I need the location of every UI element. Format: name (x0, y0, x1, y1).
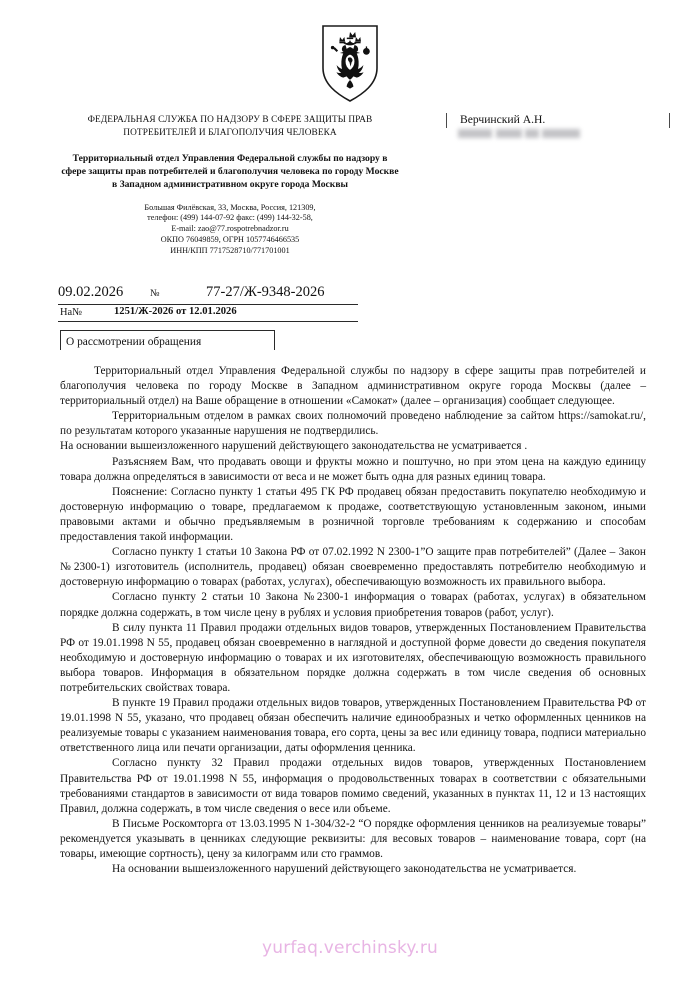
contact-phone: телефон: (499) 144-07-92 факс: (499) 144-32-58, (147, 213, 313, 223)
letter-body (60, 364, 646, 877)
russian-coat-of-arms-icon (319, 24, 381, 104)
department-name: Территориальный отдел Управления Федеральной службы по надзору в сфере защиты прав потребителей и благополучия человека по городу Москве в Западном административном округе города Москвы (61, 153, 399, 191)
redaction-blob (496, 129, 522, 138)
reference-incoming-line (58, 305, 358, 322)
redaction-blob (525, 129, 539, 138)
contact-inn-kpp: ИНН/КПП 7717528710/771701001 (170, 245, 290, 255)
body-paragraph: Согласно пункту 1 статьи 10 Закона РФ от 07.02.1992 N 2300-1”О защите прав потребителей” (Далее – Закон №2300-1) изготовитель (исполнитель, продавец) обязан своевременно предоставлять потребителю необходимую и достоверную информацию о товарах (работах, услугах), обеспечивающую возможность их правильного выбора. (60, 546, 646, 589)
body-paragraph: На основании вышеизложенного нарушений действующего законодательства не усматривается . (60, 440, 528, 453)
body-paragraph: На основании вышеизложенного нарушений действующего законодательства не усматривается. (112, 863, 577, 876)
subject-border-top (60, 330, 275, 331)
contact-email: E-mail: zao@77.rospotrebnadzor.ru (171, 224, 289, 234)
body-paragraph: Разъясняем Вам, что продавать овощи и фрукты можно и поштучно, но при этом цена на каждую единицу товара должна определяться в зависимости от веса и не может быть одна для разных единиц товара. (60, 455, 646, 483)
emblem-container (0, 24, 700, 104)
addressee-tick-left (446, 113, 447, 128)
body-paragraph: Территориальным отделом в рамках своих полномочий проведено наблюдение за сайтом https://samokat.ru/, по результатам которого указанные нарушения не подтвердились. (60, 410, 646, 438)
reference-on-value: 1251/Ж-2026 от 12.01.2026 (114, 306, 237, 317)
contact-okpo-ogrn: ОКПО 76049859, ОГРН 1057746466535 (160, 235, 300, 244)
contact-details (60, 203, 400, 257)
addressee-tick-right (669, 113, 670, 128)
body-paragraph: В Письме Роскомторга от 13.03.1995 N 1-304/32-2 “О порядке оформления ценников на реализуемые товары” рекомендуется указывать в ценниках следующие реквизиты: для весовых товаров – наименование товара, сорт (на товары, имеющие сортность), цену за килограмм или сто граммов. (60, 817, 646, 860)
addressee-name: Верчинский А.Н. (460, 113, 546, 126)
site-watermark: yurfaq.verchinsky.ru (261, 938, 439, 958)
body-paragraph: Пояснение: Согласно пункту 1 статьи 495 ГК РФ продавец обязан предоставить покупателю необходимую и достоверную информацию о товаре, предлагаемом к продаже, соответствующую установленным законом, иными правовыми актами и обычно предъявляемым в розничной торговле требованиям к содержанию и способам предоставления такой информации. (60, 485, 646, 544)
subject-border-right (274, 330, 275, 350)
reference-block (58, 284, 358, 322)
letterhead (60, 114, 400, 257)
body-paragraph: Согласно пункту 32 Правил продажи отдельных видов товаров, утвержденных Постановлением Правительства РФ от 19.01.1998 N 55, информация о продовольственных товарах в соответствии с обязательными требованиями стандартов в зависимости от вида товаров помимо сведений, указанных в пунктах 11, 12 и 13 настоящих Правил, должна содержать, в том числе сведения о весе или объеме. (60, 757, 646, 815)
addressee-block (446, 112, 676, 128)
subject-border-left (60, 330, 61, 350)
body-paragraph: В силу пункта 11 Правил продажи отдельных видов товаров, утвержденных Постановлением Правительства РФ от 19.01.1998 N 55, продавец обязан своевременно в наглядной и доступной форме довести до сведения покупателя необходимую и достоверную информацию о товарах и их изготовителях, обеспечивающую возможность правильного выбора товаров. Информация в обязательном порядке должна содержать в том числе сведения об основных потребительских свойствах товара. (60, 621, 646, 694)
body-paragraph: В пункте 19 Правил продажи отдельных видов товаров, утвержденных Постановлением Правительства РФ от 19.01.1998 N 55, указано, что продавец обязан обеспечить наличие единообразных и четко оформленных ценников на реализуемые товары с указанием наименования товара, его сорта, цены за вес или единицу товара, подписи материально ответственного лица или печати организации, даты оформления ценника. (60, 697, 646, 755)
number-sign: № (150, 288, 160, 299)
addressee-redacted-address (458, 129, 582, 138)
reference-outgoing-line (58, 284, 358, 305)
subject-box (60, 330, 275, 356)
body-paragraph: Территориальный отдел Управления Федеральной службы по надзору в сфере защиты прав потребителей и благополучия человека по городу Москве в Западном административном округе города Москвы (далее – территориальный отдел) на Ваше обращение в отношении «Самокат» (далее – организация) сообщает следующее. (60, 365, 646, 408)
redaction-blob (458, 129, 492, 138)
body-paragraph: Согласно пункту 2 статьи 10 Закона №2300-1 информация о товарах (работах, услугах) в обязательном порядке должна содержать, в том числе цену в рублях и условия приобретения товаров (работ, услуг). (60, 591, 646, 619)
subject-text: О рассмотрении обращения (66, 336, 202, 348)
organization-name: ФЕДЕРАЛЬНАЯ СЛУЖБА ПО НАДЗОРУ В СФЕРЕ ЗАЩИТЫ ПРАВ ПОТРЕБИТЕЛЕЙ И БЛАГОПОЛУЧИЯ ЧЕЛОВЕКА (87, 115, 373, 138)
reference-number: 77-27/Ж-9348-2026 (206, 284, 325, 300)
reference-on-label: На№ (60, 307, 83, 318)
reference-date: 09.02.2026 (58, 284, 124, 300)
contact-address: Большая Филёвская, 33, Москва, Россия, 121309, (144, 202, 316, 212)
addressee-rule (446, 112, 676, 128)
redaction-blob (542, 129, 580, 138)
